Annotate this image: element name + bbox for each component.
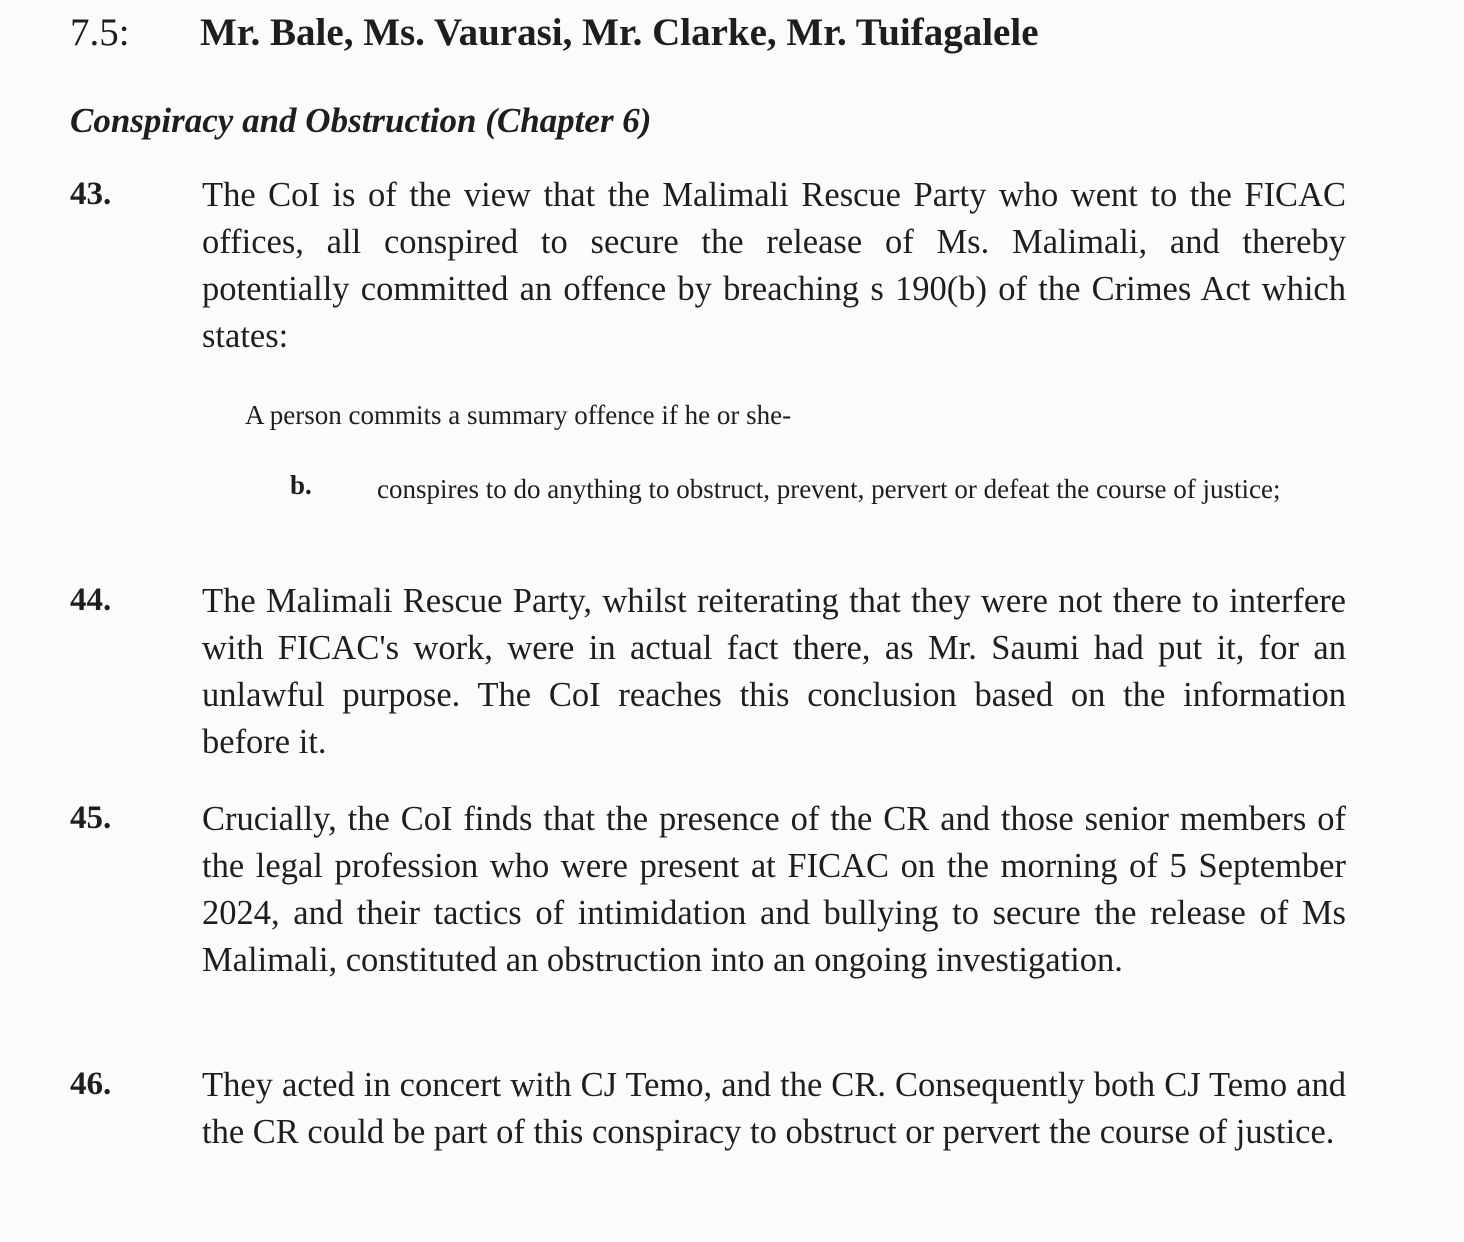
paragraph-number: 46. [70,1066,112,1102]
paragraph-number: 44. [70,582,112,618]
paragraph-43 [70,172,1350,360]
paragraph-46 [70,1062,1350,1156]
statute-item-text: conspires to do anything to obstruct, prevent, pervert or defeat the course of justice; [377,474,1281,504]
paragraph-text: The CoI is of the view that the Malimali Rescue Party who went to the FICAC offices, all conspired to secure the release of Ms. Malimali, and thereby potentially committed an offence by breaching s 190(b) of the Crimes Act which states: [202,176,1346,355]
paragraph-number: 45. [70,800,112,836]
statute-quote-lead: A person commits a summary offence if he or she- [245,400,792,430]
paragraph-text: They acted in concert with CJ Temo, and the CR. Consequently both CJ Temo and the CR could be part of this conspiracy to obstruct or pervert the course of justice. [202,1066,1346,1151]
paragraph-44 [70,578,1350,766]
subheading: Conspiracy and Obstruction (Chapter 6) [70,101,652,140]
statute-quote-item [290,470,1365,509]
section-title: Mr. Bale, Ms. Vaurasi, Mr. Clarke, Mr. Tuifagalele [200,11,1039,54]
paragraph-text: The Malimali Rescue Party, whilst reiterating that they were not there to interfere with FICAC's work, were in actual fact there, as Mr. Saumi had put it, for an unlawful purpose. The CoI reaches this conclusion based on the information before it. [202,582,1346,761]
section-number: 7.5: [70,11,130,54]
statute-item-letter: b. [290,470,312,500]
paragraph-45 [70,796,1350,984]
paragraph-text: Crucially, the CoI finds that the presence of the CR and those senior members of the legal profession who were present at FICAC on the morning of 5 September 2024, and their tactics of intimidation and bullying to secure the release of Ms Malimali, constituted an obstruction into an ongoing investigation. [202,800,1346,979]
paragraph-number: 43. [70,176,112,212]
section-heading [70,10,1039,55]
